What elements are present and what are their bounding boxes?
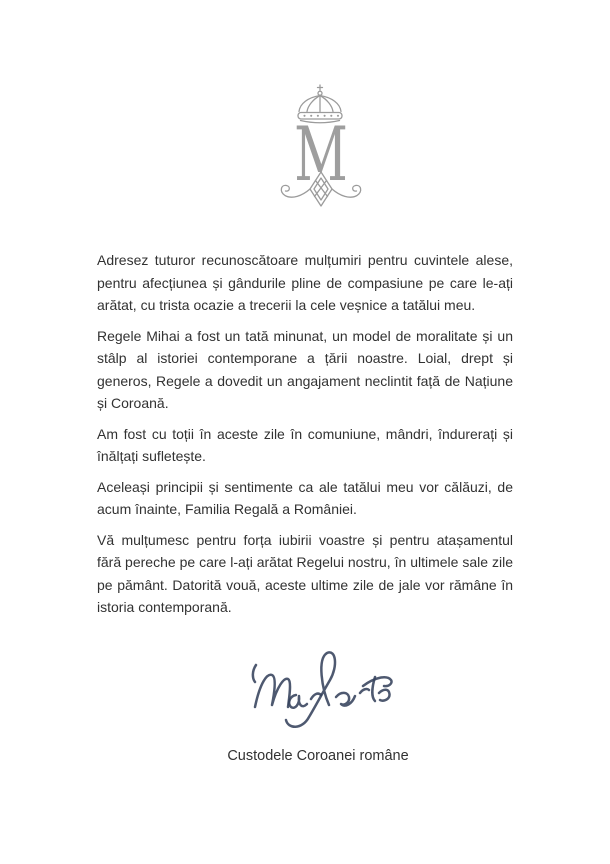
- signature: [26, 649, 610, 746]
- letter-paragraph: Regele Mihai a fost un tată minunat, un model de moralitate și un stâlp al istoriei contemporane a țării noastre. Loial, drept și generos, Regele a dovedit un angajament neclintit față de Națiune și Coroană.: [97, 327, 513, 411]
- letter-paragraph: Am fost cu toții în aceste zile în comuniune, mândri, îndurerați și înălțați sufletește.: [97, 425, 513, 464]
- monogram-letter: [294, 112, 348, 199]
- letter-paragraph: Vă mulțumesc pentru forța iubirii voastre și pentru atașamentul fără pereche pe care l-ați arătat Regelui nostru, în ultimele sale zile pe pământ. Datorită vouă, aceste ultime zile de jale vor rămâne în istoria contemporană.: [97, 531, 513, 615]
- letter-paragraph: Aceleași principii și sentimente ca ale tatălui meu vor călăuzi, de acum înainte, Familia Regală a României.: [97, 478, 513, 517]
- monogram-letter-text: M: [294, 111, 348, 199]
- closing-line: Custodele Coroanei române: [227, 747, 409, 764]
- royal-monogram: [32, 84, 610, 217]
- signature-handwriting: [243, 649, 393, 741]
- letter-paragraph: Adresez tuturor recunoscătoare mulțumiri pentru cuvintele alese, pentru afecțiunea și gândurile pline de compasiune pe care le-ați arătat, cu trista ocazie a trecerii la cele veșnice a tatălui meu.: [97, 252, 513, 313]
- royal-monogram-graphic: [266, 84, 376, 212]
- letter-body: [97, 249, 513, 619]
